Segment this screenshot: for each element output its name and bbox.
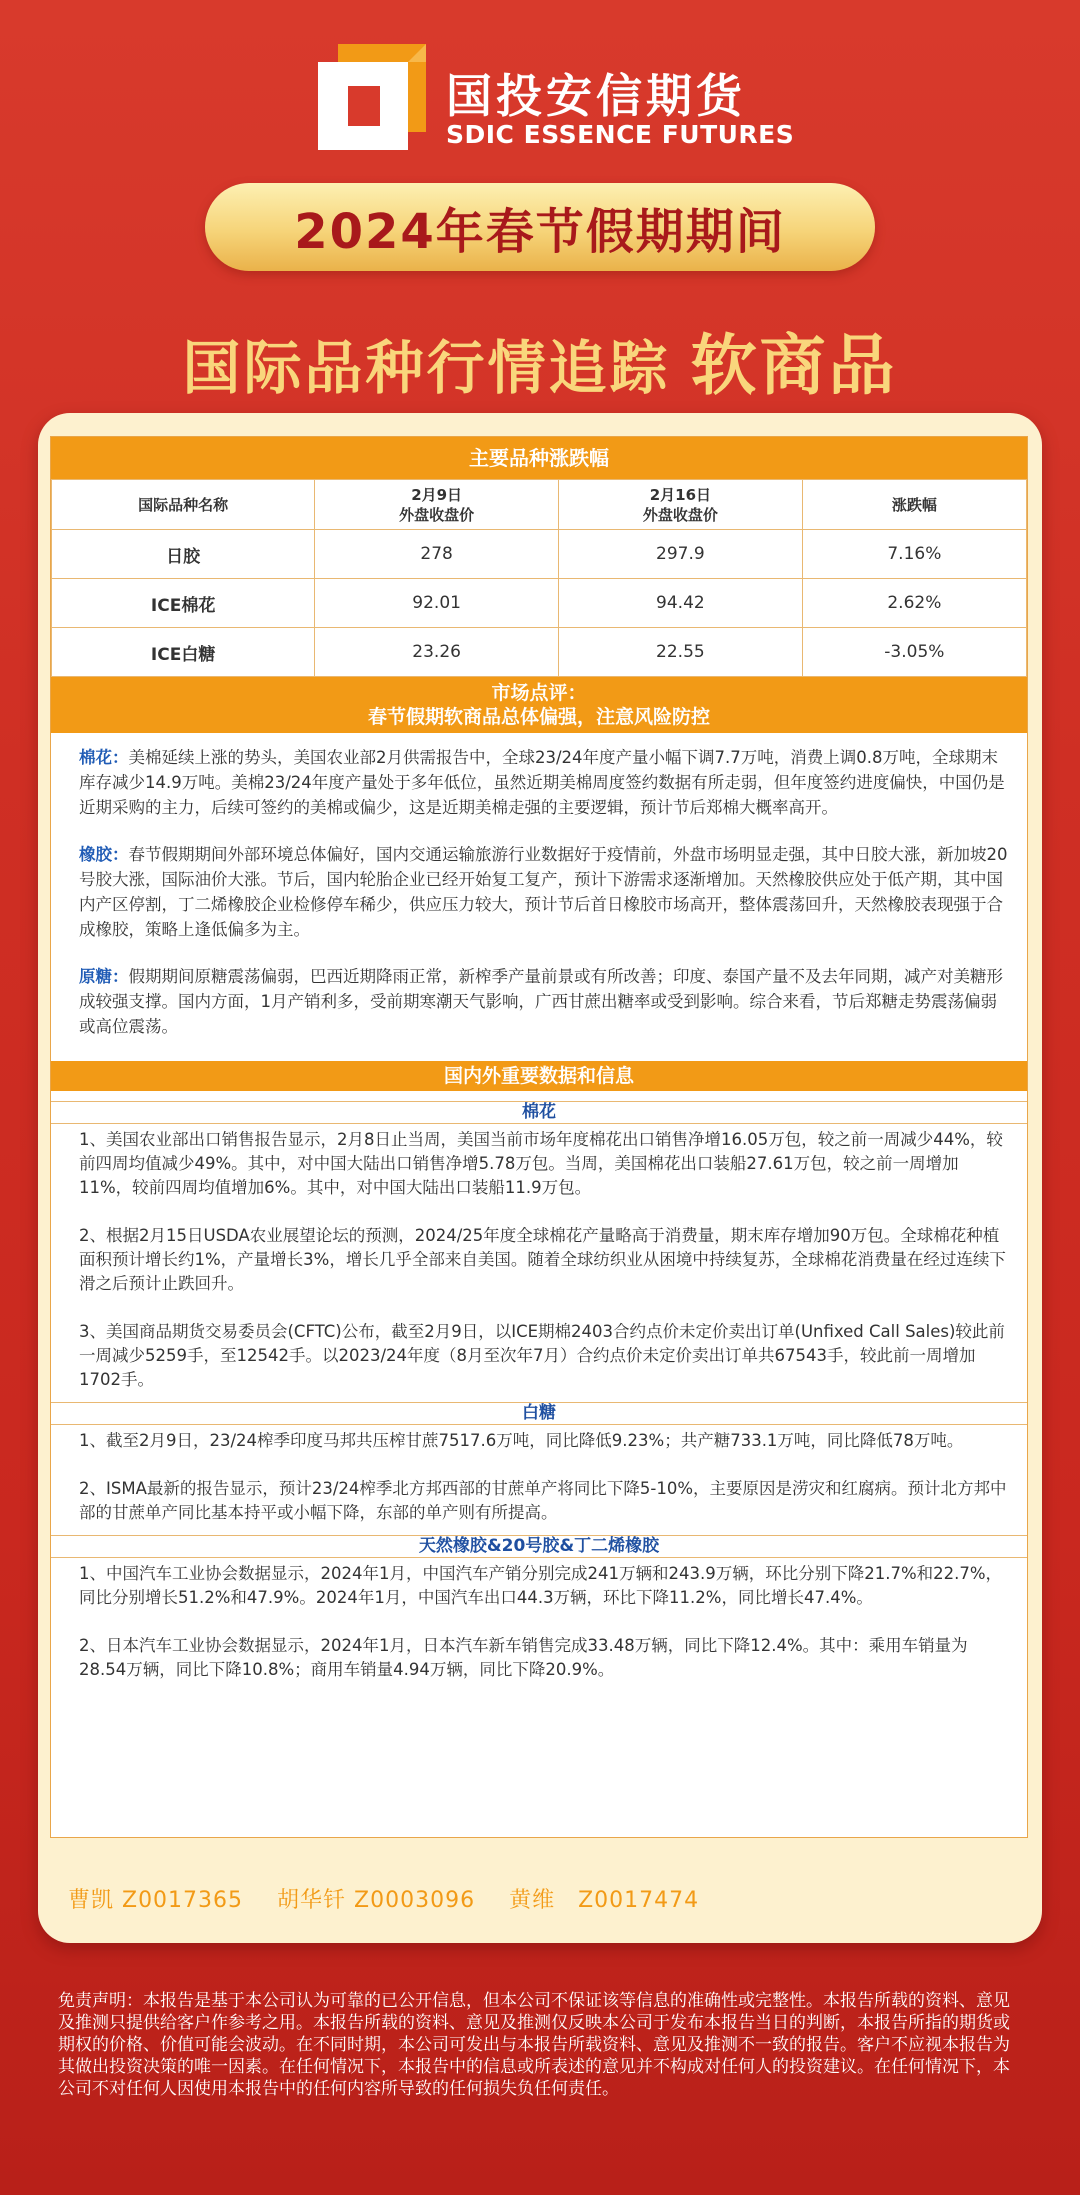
comment-cotton: [79, 745, 1009, 820]
comment-text: 美棉延续上涨的势头，美国农业部2月供需报告中，全球23/24年度产量小幅下调7.7万吨，消费上调0.8万吨，全球期末库存减少14.9万吨。美棉23/24年度产量处于多年低位，虽然近期美棉周度签约数据有所走弱，但年度签约进度偏快，中国仍是近期采购的主力，后续可签约的美棉或偏少，这是近期美棉走强的主要逻辑，预计节后郑棉大概率高开。: [79, 748, 1005, 817]
column-header: 涨跌幅: [802, 480, 1026, 530]
market-comment-header: [51, 677, 1027, 733]
commodity-name: ICE棉花: [52, 579, 315, 628]
analyst-name: 胡华钎 Z0003096: [277, 1888, 476, 1913]
change-cell: -3.05%: [802, 628, 1026, 677]
comment-tag: 橡胶：: [79, 845, 129, 864]
news-paragraph: 2、日本汽车工业协会数据显示，2024年1月，日本汽车新车销售完成33.48万辆，同比下降12.4%。其中：乘用车销量为28.54万辆，同比下降10.8%；商用车销量4.94万辆，同比下降20.9%。: [79, 1636, 968, 1679]
change-cell: 7.16%: [802, 530, 1026, 579]
news-paragraph: 3、美国商品期货交易委员会(CFTC)公布，截至2月9日，以ICE期棉2403合约点价未定价卖出订单(Unfixed Call Sales)较此前一周减少5259手，至12542手。以2023/24年度（8月至次年7月）合约点价未定价卖出订单共67543手，较此前一周增加1702手。: [79, 1322, 1005, 1389]
comment-text: 假期期间原糖震荡偏弱，巴西近期降雨正常，新榨季产量前景或有所改善；印度、泰国产量不及去年同期，减产对美糖形成较强支撑。国内方面，1月产销利多，受前期寒潮天气影响，广西甘蔗出糖率或受到影响。综合来看，节后郑糖走势震荡偏弱或高位震荡。: [79, 967, 1003, 1036]
commodity-name: 日胶: [52, 530, 315, 579]
subtitle-category: 软商品: [690, 327, 898, 404]
comment-header-line1: 市场点评：: [491, 682, 587, 704]
price-table: [51, 479, 1027, 677]
comment-text: 春节假期期间外部环境总体偏好，国内交通运输旅游行业数据好于疫情前，外盘市场明显走强，其中日胶大涨，新加坡20号胶大涨，国际油价大涨。节后，国内轮胎企业已经开始复工复产，预计下游需求逐渐增加。天然橡胶供应处于低产期，其中国内产区停割，丁二烯橡胶企业检修停车稀少，供应压力较大，预计节后首日橡胶市场高开，整体震荡回升，天然橡胶表现强于合成橡胶，策略上逢低偏多为主。: [79, 845, 1008, 939]
column-header: 2月9日 外盘收盘价: [315, 480, 559, 530]
table-row: [52, 628, 1027, 677]
brand-name-en: SDIC ESSENCE FUTURES: [446, 120, 795, 149]
price-cell: 22.55: [559, 628, 803, 677]
commodity-name: ICE白糖: [52, 628, 315, 677]
price-cell: 94.42: [559, 579, 803, 628]
change-cell: 2.62%: [802, 579, 1026, 628]
news-paragraph: 2、ISMA最新的报告显示，预计23/24榨季北方邦西部的甘蔗单产将同比下降5-10%，主要原因是涝灾和红腐病。预计北方邦中部的甘蔗单产同比基本持平或小幅下降，东部的单产则有所提高。: [79, 1479, 1007, 1522]
comment-tag: 原糖：: [79, 967, 129, 986]
news-section-rubber: [51, 1562, 1027, 1682]
comment-raw-sugar: [79, 964, 1009, 1039]
sdic-logo-icon: [318, 44, 426, 150]
news-section-title-sugar: 白糖: [51, 1402, 1027, 1425]
price-cell: 278: [315, 530, 559, 579]
news-section-title-rubber: 天然橡胶&20号胶&丁二烯橡胶: [51, 1535, 1027, 1558]
comment-tag: 棉花：: [79, 748, 129, 767]
brand-name-cn: 国投安信期货: [446, 69, 746, 123]
page-subtitle: [0, 312, 1080, 407]
news-paragraph: 1、截至2月9日，23/24榨季印度马邦共压榨甘蔗7517.6万吨，同比降低9.23%；共产糖733.1万吨，同比降低78万吨。: [79, 1431, 964, 1450]
market-comments: [51, 733, 1027, 1039]
price-cell: 23.26: [315, 628, 559, 677]
comment-rubber: [79, 842, 1009, 942]
report-card: [38, 413, 1042, 1943]
report-body: [50, 436, 1028, 1838]
news-section-title-cotton: 棉花: [51, 1101, 1027, 1124]
disclaimer: 免责声明：本报告是基于本公司认为可靠的已公开信息，但本公司不保证该等信息的准确性或完整性。本报告所载的资料、意见及推测只提供给客户作参考之用。本报告所载的资料、意见及推测仅反映本公司于发布本报告当日的判断，本报告所指的期货或期权的价格、价值可能会波动。在不同时期，本公司可发出与本报告所载资料、意见及推测不一致的报告。客户不应视本报告为其做出投资决策的唯一因素。在任何情况下，本报告中的信息或所表述的意见并不构成对任何人的投资建议。在任何情况下，本公司不对任何人因使用本报告中的任何内容所导致的任何损失负任何责任。: [58, 1991, 1010, 2099]
analyst-list: [68, 1883, 733, 1914]
analyst-name: 曹凯 Z0017365: [68, 1888, 244, 1913]
price-table-header: 主要品种涨跌幅: [51, 437, 1027, 479]
subtitle-main: 国际品种行情追踪: [182, 334, 671, 402]
table-row: [52, 579, 1027, 628]
comment-header-line2: 春节假期软商品总体偏强，注意风险防控: [367, 706, 710, 728]
news-paragraph: 2、根据2月15日USDA农业展望论坛的预测，2024/25年度全球棉花产量略高于消费量，期末库存增加90万包。全球棉花种植面积预计增长约1%，产量增长3%，增长几乎全部来自美国。随着全球纺织业从困境中持续复苏，全球棉花消费量在经过连续下滑之后预计止跌回升。: [79, 1226, 1006, 1293]
price-table-header-row: [52, 480, 1027, 530]
news-section-cotton: [51, 1128, 1027, 1392]
table-row: [52, 530, 1027, 579]
column-header: 国际品种名称: [52, 480, 315, 530]
news-header: 国内外重要数据和信息: [51, 1061, 1027, 1091]
column-header: 2月16日 外盘收盘价: [559, 480, 803, 530]
analyst-name: 黄维 Z0017474: [509, 1888, 700, 1913]
news-paragraph: 1、美国农业部出口销售报告显示，2月8日止当周，美国当前市场年度棉花出口销售净增16.05万包，较之前一周减少44%，较前四周均值减少49%。其中，对中国大陆出口销售净增5.78万包。当周，美国棉花出口装船27.61万包，较之前一周增加11%，较前四周均值增加6%。其中，对中国大陆出口装船11.9万包。: [79, 1130, 1003, 1197]
page-title: 2024年春节假期期间: [205, 183, 875, 271]
price-cell: 92.01: [315, 579, 559, 628]
price-cell: 297.9: [559, 530, 803, 579]
news-section-sugar: [51, 1429, 1027, 1525]
news-paragraph: 1、中国汽车工业协会数据显示，2024年1月，中国汽车产销分别完成241万辆和243.9万辆，环比分别下降21.7%和22.7%，同比分别增长51.2%和47.9%。2024年1月，中国汽车出口44.3万辆，环比下降11.2%，同比增长47.4%。: [79, 1564, 1003, 1607]
